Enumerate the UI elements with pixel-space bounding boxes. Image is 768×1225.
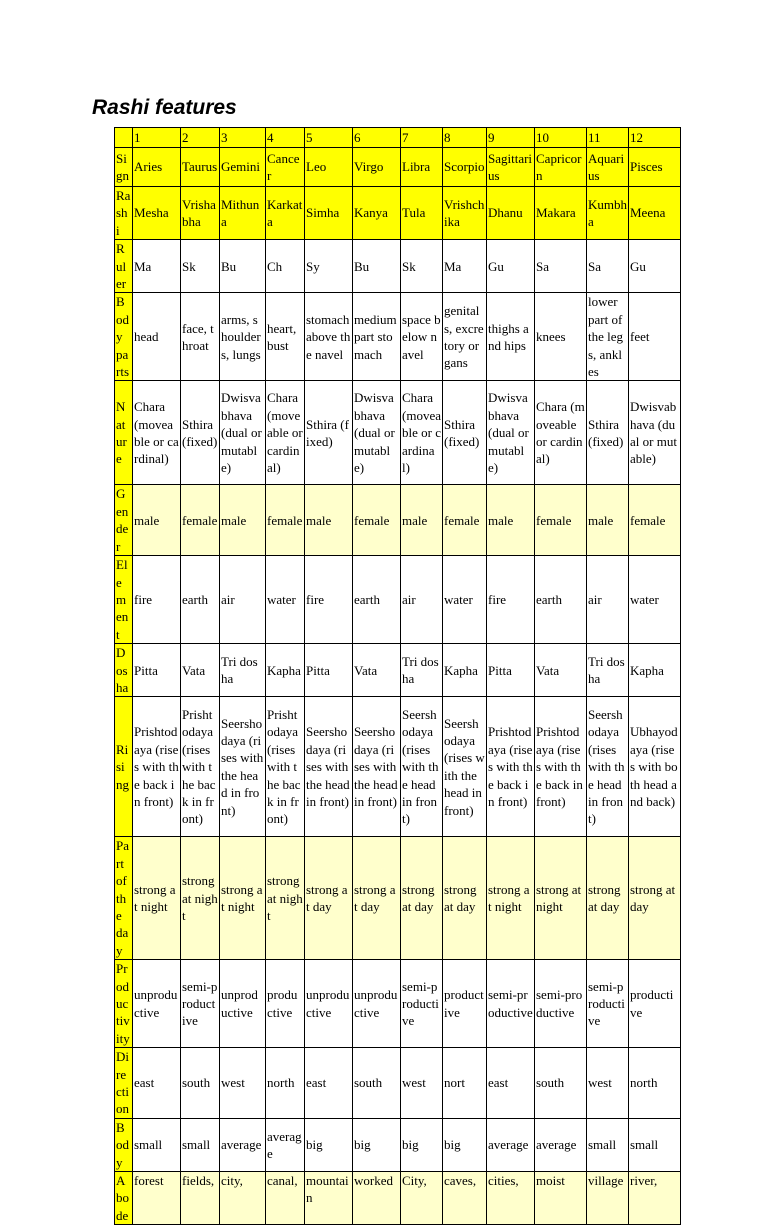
table-cell: male — [587, 485, 629, 556]
table-cell: City, — [401, 1172, 443, 1225]
row-header: Rashi — [115, 187, 133, 240]
table-row — [115, 837, 681, 960]
table-cell: canal, — [266, 1172, 305, 1225]
table-cell: east — [487, 1048, 535, 1119]
table-cell: semi-productive — [487, 960, 535, 1048]
table-cell: fire — [487, 556, 535, 644]
table-cell: Sagittarius — [487, 148, 535, 187]
table-cell: Sa — [587, 240, 629, 293]
table-cell: strong at day — [401, 837, 443, 960]
table-cell: big — [401, 1118, 443, 1171]
table-cell: Seershodaya (rises with the head in front) — [401, 697, 443, 837]
table-cell: north — [266, 1048, 305, 1119]
column-number: 2 — [181, 128, 220, 148]
row-header: Direction — [115, 1048, 133, 1119]
table-cell: moist — [535, 1172, 587, 1225]
table-cell: stomach above the navel — [305, 293, 353, 381]
table-cell: Chara (moveable or cardinal) — [535, 381, 587, 485]
table-row — [115, 1118, 681, 1171]
table-cell: semi-productive — [401, 960, 443, 1048]
table-cell: semi-productive — [535, 960, 587, 1048]
column-number: 10 — [535, 128, 587, 148]
table-cell: Dwisvabhava (dual or mutable) — [487, 381, 535, 485]
column-number: 5 — [305, 128, 353, 148]
table-row — [115, 697, 681, 837]
table-cell: Aries — [133, 148, 181, 187]
table-cell: Sk — [401, 240, 443, 293]
table-cell: strong at day — [353, 837, 401, 960]
table-cell: male — [133, 485, 181, 556]
table-cell: Chara (moveable or cardinal) — [401, 381, 443, 485]
table-cell: average — [266, 1118, 305, 1171]
table-cell: productive — [266, 960, 305, 1048]
table-cell: unproductive — [353, 960, 401, 1048]
table-cell: small — [181, 1118, 220, 1171]
table-cell: air — [587, 556, 629, 644]
table-cell: small — [587, 1118, 629, 1171]
table-row — [115, 293, 681, 381]
table-cell: feet — [629, 293, 681, 381]
table-cell: Vrishchika — [443, 187, 487, 240]
table-cell: strong at day — [443, 837, 487, 960]
table-cell: face, throat — [181, 293, 220, 381]
table-row — [115, 381, 681, 485]
table-cell: Scorpio — [443, 148, 487, 187]
table-cell: male — [305, 485, 353, 556]
table-cell: east — [305, 1048, 353, 1119]
corner-cell — [115, 128, 133, 148]
table-cell: Prishtodaya (rises with the back in front) — [133, 697, 181, 837]
table-cell: arms, shoulders, lungs — [220, 293, 266, 381]
table-cell: Gemini — [220, 148, 266, 187]
table-cell: Chara (moveable or cardinal) — [266, 381, 305, 485]
table-cell: Pitta — [487, 644, 535, 697]
table-cell: Seershodaya (rises with the head in front) — [587, 697, 629, 837]
row-header: Ruler — [115, 240, 133, 293]
table-cell: Dwisvabhava (dual or mutable) — [353, 381, 401, 485]
table-cell: unproductive — [133, 960, 181, 1048]
table-cell: Kapha — [266, 644, 305, 697]
table-cell: village — [587, 1172, 629, 1225]
table-cell: Leo — [305, 148, 353, 187]
table-cell: productive — [443, 960, 487, 1048]
table-cell: north — [629, 1048, 681, 1119]
table-cell: big — [305, 1118, 353, 1171]
table-cell: water — [266, 556, 305, 644]
table-cell: river, — [629, 1172, 681, 1225]
table-cell: fire — [305, 556, 353, 644]
table-cell: strong at night — [133, 837, 181, 960]
table-cell: productive — [629, 960, 681, 1048]
table-cell: Sthira (fixed) — [181, 381, 220, 485]
table-row — [115, 485, 681, 556]
table-cell: mountain — [305, 1172, 353, 1225]
table-cell: Prishtodaya (rises with the back in front) — [181, 697, 220, 837]
table-cell: average — [220, 1118, 266, 1171]
table-cell: strong at day — [587, 837, 629, 960]
table-cell: Chara (moveable or cardinal) — [133, 381, 181, 485]
column-number: 6 — [353, 128, 401, 148]
table-cell: Sthira (fixed) — [587, 381, 629, 485]
table-cell: south — [353, 1048, 401, 1119]
table-cell: earth — [535, 556, 587, 644]
column-number: 12 — [629, 128, 681, 148]
table-cell: female — [353, 485, 401, 556]
table-cell: Tri dosha — [587, 644, 629, 697]
table-cell: Pitta — [305, 644, 353, 697]
table-cell: air — [401, 556, 443, 644]
table-row — [115, 556, 681, 644]
table-cell: Vata — [353, 644, 401, 697]
table-cell: west — [220, 1048, 266, 1119]
table-cell: Dwisvabhava (dual or mutable) — [629, 381, 681, 485]
table-cell: Virgo — [353, 148, 401, 187]
table-cell: small — [133, 1118, 181, 1171]
table-cell: Tri dosha — [220, 644, 266, 697]
table-cell: Seershodaya (rises with the head in front) — [443, 697, 487, 837]
row-header: Rising — [115, 697, 133, 837]
table-cell: Meena — [629, 187, 681, 240]
table-cell: lower part of the legs, ankles — [587, 293, 629, 381]
table-cell: strong at day — [629, 837, 681, 960]
table-cell: Libra — [401, 148, 443, 187]
table-cell: Ch — [266, 240, 305, 293]
row-header: Body parts — [115, 293, 133, 381]
table-cell: average — [487, 1118, 535, 1171]
table-cell: Vata — [535, 644, 587, 697]
table-cell: male — [401, 485, 443, 556]
table-cell: cities, — [487, 1172, 535, 1225]
table-cell: forest — [133, 1172, 181, 1225]
table-cell: Capricorn — [535, 148, 587, 187]
table-cell: south — [535, 1048, 587, 1119]
table-cell: female — [443, 485, 487, 556]
row-header: Element — [115, 556, 133, 644]
row-header: Dosha — [115, 644, 133, 697]
table-body — [115, 128, 681, 1225]
table-cell: Tula — [401, 187, 443, 240]
table-cell: Prishtodaya (rises with the back in front) — [266, 697, 305, 837]
table-cell: head — [133, 293, 181, 381]
table-cell: semi-productive — [181, 960, 220, 1048]
table-cell: small — [629, 1118, 681, 1171]
table-cell: Seershodaya (rises with the head in front) — [305, 697, 353, 837]
table-row — [115, 960, 681, 1048]
table-cell: strong at day — [305, 837, 353, 960]
table-cell: Prishtodaya (rises with the back in front) — [487, 697, 535, 837]
column-number: 7 — [401, 128, 443, 148]
table-cell: Kapha — [443, 644, 487, 697]
table-cell: average — [535, 1118, 587, 1171]
table-cell: Bu — [220, 240, 266, 293]
table-cell: nort — [443, 1048, 487, 1119]
table-cell: Simha — [305, 187, 353, 240]
table-cell: Bu — [353, 240, 401, 293]
column-number: 9 — [487, 128, 535, 148]
table-cell: female — [266, 485, 305, 556]
table-cell: worked — [353, 1172, 401, 1225]
table-cell: thighs and hips — [487, 293, 535, 381]
table-cell: unproductive — [220, 960, 266, 1048]
table-cell: Mithuna — [220, 187, 266, 240]
column-number: 3 — [220, 128, 266, 148]
table-cell: fire — [133, 556, 181, 644]
table-row — [115, 1172, 681, 1225]
table-cell: heart, bust — [266, 293, 305, 381]
table-cell: Kanya — [353, 187, 401, 240]
table-cell: Prishtodaya (rises with the back in front) — [535, 697, 587, 837]
table-cell: female — [535, 485, 587, 556]
table-cell: semi-productive — [587, 960, 629, 1048]
table-cell: Sthira (fixed) — [443, 381, 487, 485]
table-cell: Makara — [535, 187, 587, 240]
table-cell: Tri dosha — [401, 644, 443, 697]
rashi-features-table — [114, 127, 681, 1225]
table-cell: strong at night — [535, 837, 587, 960]
table-cell: Kapha — [629, 644, 681, 697]
table-cell: unproductive — [305, 960, 353, 1048]
table-cell: medium part stomach — [353, 293, 401, 381]
table-cell: Sa — [535, 240, 587, 293]
table-cell: Seershodaya (rises with the head in front) — [353, 697, 401, 837]
column-number: 1 — [133, 128, 181, 148]
table-cell: big — [353, 1118, 401, 1171]
table-cell: Sk — [181, 240, 220, 293]
table-cell: fields, — [181, 1172, 220, 1225]
table-cell: male — [487, 485, 535, 556]
table-cell: Sthira (fixed) — [305, 381, 353, 485]
table-cell: big — [443, 1118, 487, 1171]
table-header-row — [115, 128, 681, 148]
table-cell: Sy — [305, 240, 353, 293]
table-cell: water — [443, 556, 487, 644]
table-cell: earth — [353, 556, 401, 644]
table-cell: Vata — [181, 644, 220, 697]
table-cell: south — [181, 1048, 220, 1119]
table-cell: air — [220, 556, 266, 644]
table-cell: city, — [220, 1172, 266, 1225]
row-header: Nature — [115, 381, 133, 485]
table-cell: male — [220, 485, 266, 556]
table-cell: genitals, excretory organs — [443, 293, 487, 381]
row-header: Sign — [115, 148, 133, 187]
table-cell: strong at night — [181, 837, 220, 960]
table-cell: Ma — [443, 240, 487, 293]
table-cell: space below navel — [401, 293, 443, 381]
table-row — [115, 1048, 681, 1119]
table-cell: Dhanu — [487, 187, 535, 240]
table-cell: Vrishabha — [181, 187, 220, 240]
table-cell: west — [587, 1048, 629, 1119]
row-header: Part of the day — [115, 837, 133, 960]
table-cell: earth — [181, 556, 220, 644]
table-cell: water — [629, 556, 681, 644]
table-cell: Taurus — [181, 148, 220, 187]
table-cell: Aquarius — [587, 148, 629, 187]
rashi-table-wrapper — [114, 127, 680, 1223]
table-cell: Ubhayodaya (rises with both head and back) — [629, 697, 681, 837]
table-cell: Pitta — [133, 644, 181, 697]
row-header: Productivity — [115, 960, 133, 1048]
table-cell: Pisces — [629, 148, 681, 187]
table-row — [115, 148, 681, 187]
table-cell: Dwisvabhava (dual or mutable) — [220, 381, 266, 485]
table-cell: Kumbha — [587, 187, 629, 240]
column-number: 8 — [443, 128, 487, 148]
table-cell: Gu — [629, 240, 681, 293]
table-cell: west — [401, 1048, 443, 1119]
table-cell: Ma — [133, 240, 181, 293]
table-cell: female — [629, 485, 681, 556]
table-row — [115, 240, 681, 293]
table-cell: east — [133, 1048, 181, 1119]
page-title: Rashi features — [92, 96, 237, 119]
table-row — [115, 187, 681, 240]
table-cell: female — [181, 485, 220, 556]
table-cell: knees — [535, 293, 587, 381]
table-cell: strong at night — [220, 837, 266, 960]
table-cell: Gu — [487, 240, 535, 293]
column-number: 11 — [587, 128, 629, 148]
table-cell: strong at night — [487, 837, 535, 960]
table-cell: Mesha — [133, 187, 181, 240]
table-cell: caves, — [443, 1172, 487, 1225]
table-cell: Karkata — [266, 187, 305, 240]
table-row — [115, 644, 681, 697]
table-cell: Cancer — [266, 148, 305, 187]
column-number: 4 — [266, 128, 305, 148]
table-cell: Seershodaya (rises with the head in front) — [220, 697, 266, 837]
row-header: Body — [115, 1118, 133, 1171]
table-cell: strong at night — [266, 837, 305, 960]
row-header: Gender — [115, 485, 133, 556]
row-header: Abode — [115, 1172, 133, 1225]
